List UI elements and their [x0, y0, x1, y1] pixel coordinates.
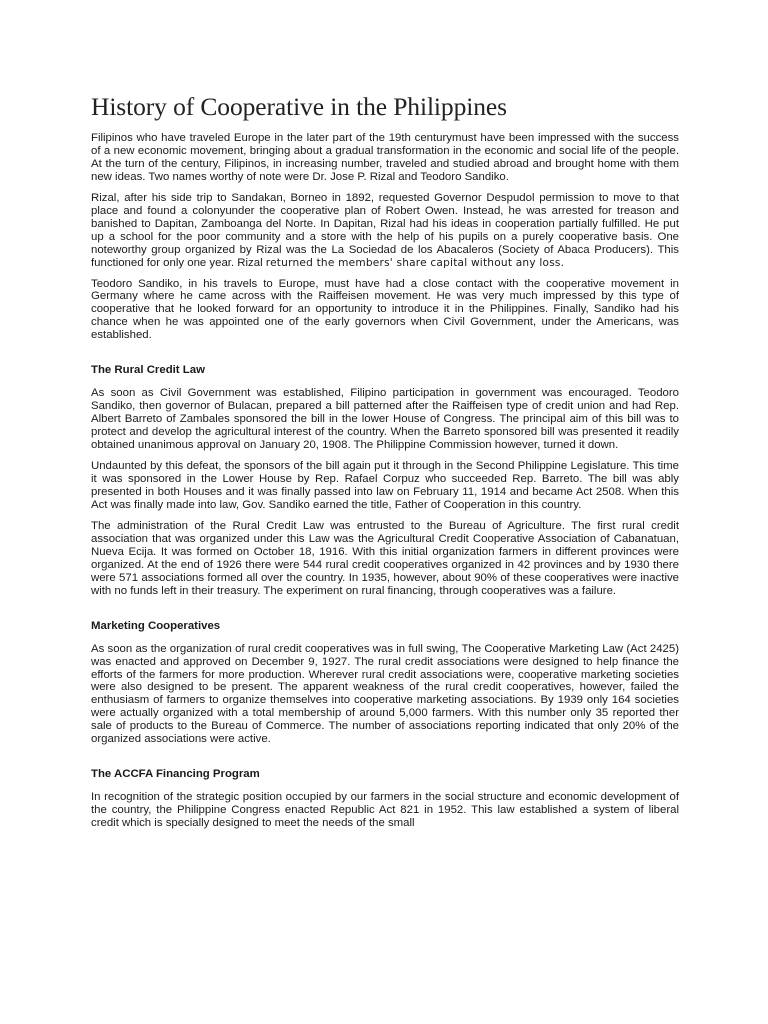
- section-heading-marketing-cooperatives: Marketing Cooperatives: [91, 619, 221, 632]
- intro-paragraph-1: Filipinos who have traveled Europe in the later part of the 19th centurymust have been impressed with the success of a new economic movement, bringing about a gradual transformation in the economic and social life of the people. At the turn of the century, Filipinos, in increasing number, traveled and studied abroad and brought home with them new ideas. Two names worthy of note were Dr. Jose P. Rizal and Teodoro Sandiko.: [91, 132, 679, 183]
- accfa-paragraph-1: In recognition of the strategic position occupied by our farmers in the social structure and economic development of the country, the Philippine Congress enacted Republic Act 821 in 1952. This law established a system of liberal credit which is specially designed to meet the needs of the small: [91, 791, 679, 830]
- rural-credit-paragraph-2: Undaunted by this defeat, the sponsors of the bill again put it through in the Second Philippine Legislature. This time it was sponsored in the Lower House by Rep. Rafael Corpuz who succeeded Rep. Barreto. The bill was ably presented in both Houses and it was finally passed into law on February 11, 1914 and became Act 2508. When this Act was finally made into law, Gov. Sandiko earned the title, Father of Cooperation in this country.: [91, 460, 679, 511]
- rizal-paragraph: [91, 192, 679, 270]
- rizal-paragraph-tail: returned the members' share capital without any loss.: [265, 256, 565, 269]
- section-heading-rural-credit-law: The Rural Credit Law: [91, 364, 205, 377]
- intro-paragraph-2: Teodoro Sandiko, in his travels to Europe, must have had a close contact with the cooperative movement in Germany where he came across with the Raiffeisen movement. He was very much impressed by this type of cooperative that he looked forward for an opportunity to introduce it in the Philippines. Finally, Sandiko had his chance when he was appointed one of the early governors when Civil Government, under the Americans, was established.: [91, 277, 679, 342]
- rural-credit-paragraph-1: As soon as Civil Government was established, Filipino participation in government was encouraged. Teodoro Sandiko, then governor of Bulacan, prepared a bill patterned after the Raiffeisen type of credit union and had Rep. Albert Barreto of Zambales sponsored the bill in the lower House of Congress. The principal aim of this bill was to protect and develop the agricultural interest of the country. When the Barreto sponsored bill was presented it readily obtained unanimous approval on January 20, 1908. The Philippine Commission however, turned it down.: [91, 387, 679, 452]
- marketing-paragraph-1: As soon as the organization of rural credit cooperatives was in full swing, The Cooperative Marketing Law (Act 2425) was enacted and approved on December 9, 1927. The rural credit associations were designed to help finance the efforts of the farmers for more production. Wherever rural credit associations were, cooperative marketing societies were also designed to be present. The apparent weakness of the rural credit cooperatives, however, failed the enthusiasm of farmers to organize themselves into cooperative marketing associations. By 1939 only 164 societies were actually organized with a total membership of around 5,000 farmers. With this number only 35 reported ther sale of products to the Bureau of Commerce. The number of associations reporting indicated that only 20% of the organized associations were active.: [91, 642, 679, 746]
- document-page: [91, 92, 679, 838]
- section-heading-accfa-financing: The ACCFA Financing Program: [91, 768, 260, 781]
- rizal-paragraph-text: Rizal, after his side trip to Sandakan, Borneo in 1892, requested Governor Despudol permission to move to that place and found a colonyunder the cooperative plan of Robert Owen. Instead, he was arrested for treason and banished to Dapitan, Zamboanga del Norte. In Dapitan, Rizal had his ideas in cooperation partially fulfilled. He put up a school for the poor community and a store with the help of his pupils on a purely cooperative basis. One noteworthy group organized by Rizal was the La Sociedad de los Abacaleros (Society of Abaca Producers). This functioned for only one year. Rizal: [91, 191, 679, 269]
- page-title: History of Cooperative in the Philippines: [91, 92, 507, 121]
- rural-credit-paragraph-3: The administration of the Rural Credit Law was entrusted to the Bureau of Agriculture. The first rural credit association that was organized under this Law was the Agricultural Credit Cooperative Association of Cabanatuan, Nueva Ecija. It was formed on October 18, 1916. With this initial organization farmers in different provinces were organized. At the end of 1926 there were 544 rural credit cooperatives organized in 42 provinces and by 1930 there were 571 associations formed all over the country. In 1935, however, about 90% of these cooperatives were inactive with no funds left in their treasury. The experiment on rural financing, through cooperatives was a failure.: [91, 519, 679, 597]
